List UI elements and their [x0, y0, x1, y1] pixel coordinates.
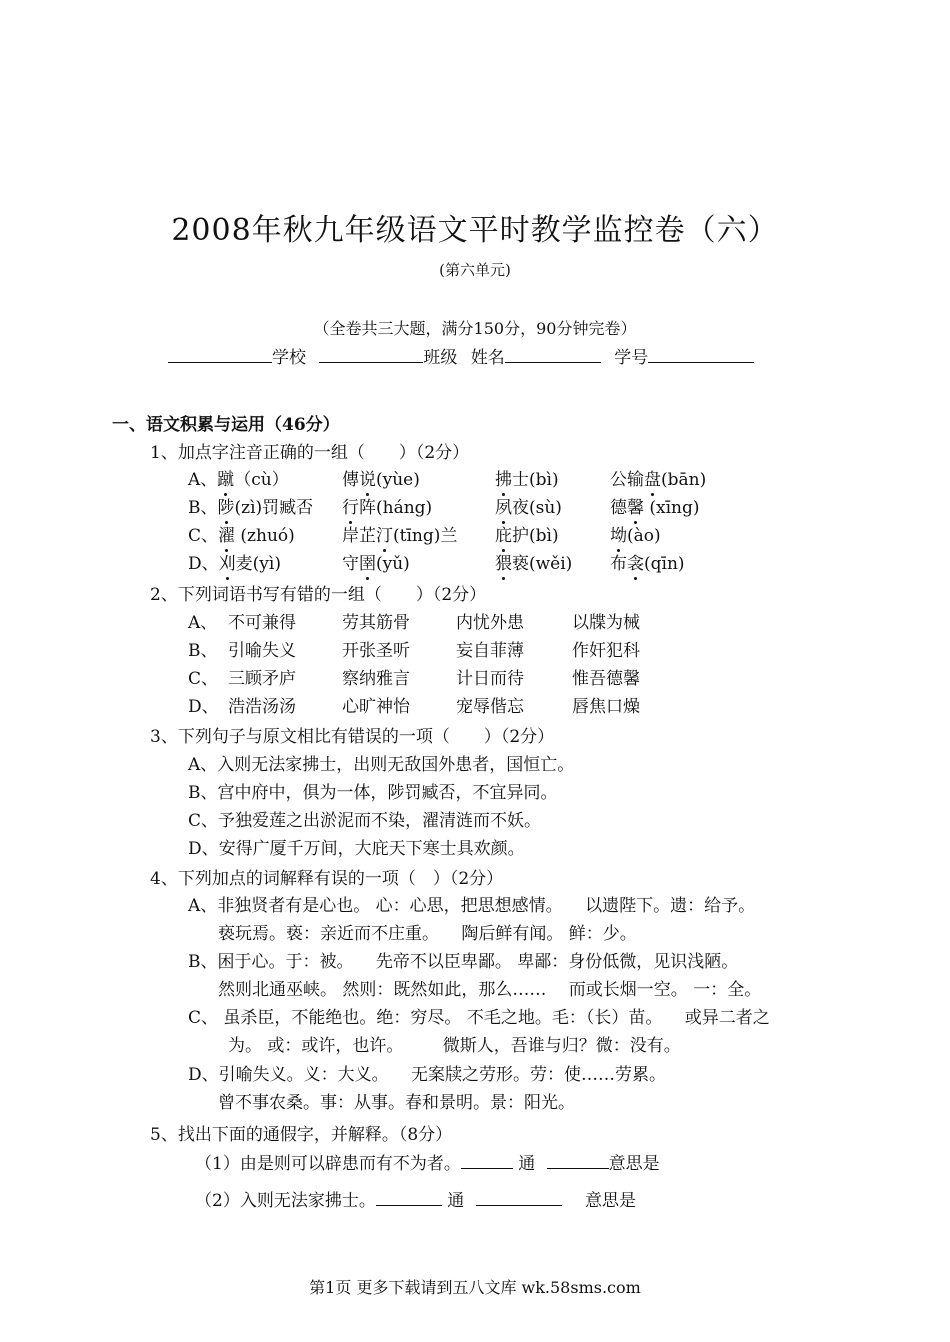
section-heading: 一、语文积累与运用（46分）	[112, 415, 340, 435]
class-label: 班级	[423, 348, 458, 368]
q3-option-c: C、予独爱莲之出淤泥而不染，濯清涟而不妖。	[188, 811, 542, 831]
question-1-stem: 1、加点字注音正确的一组（ ）（2分）	[150, 443, 470, 463]
q4-line-2: 亵玩焉。亵：亲近而不庄重。 陶后鲜有闻。 鲜：少。	[218, 924, 637, 944]
q5-item-2-meaning: 意思是	[585, 1191, 637, 1211]
q1-row-d-c2: 守圉(yǔ)	[342, 554, 410, 574]
q1-row-a-c4: 公输盘(bān)	[610, 470, 707, 490]
q4-line-3: B、困于心。于：被。 先帝不以臣卑鄙。 卑鄙：身份低微，见识浅陋。	[188, 952, 739, 972]
q4-line-5: C、 虽杀臣，不能绝也。绝：穷尽。 不毛之地。毛：（长）苗。 或异二者之	[188, 1008, 770, 1028]
q3-option-a: A、入则无法家拂士，出则无敌国外患者，国恒亡。	[188, 755, 575, 775]
q5-item-1-tong: 通	[518, 1154, 536, 1174]
question-5-stem: 5、找出下面的通假字，并解释。（8分）	[150, 1125, 453, 1145]
q5-item-1-tong-blank[interactable]	[547, 1153, 609, 1169]
q5-item-2-char-blank[interactable]	[376, 1190, 442, 1206]
page-title: 2008年秋九年级语文平时教学监控卷（六）	[171, 213, 779, 248]
school-label: 学校	[272, 348, 306, 368]
q5-item-2-text: （2）入则无法家拂士。	[195, 1191, 376, 1211]
q1-row-b-c4: 德馨 (xīng)	[610, 498, 700, 518]
q1-row-a-c2: 傳说(yùe)	[342, 470, 420, 490]
q5-item-2-tong: 通	[447, 1191, 465, 1211]
q5-item-1	[195, 1149, 660, 1174]
q5-item-1-meaning: 意思是	[608, 1154, 660, 1174]
q1-row-c-c2: 岸芷汀(tīng)兰	[342, 526, 458, 546]
q1-row-b-c3: 夙夜(sù)	[495, 498, 562, 518]
q4-line-1: A、非独贤者有是心也。 心：心思，把思想感情。 以遗陛下。遗：给予。	[188, 896, 756, 916]
unit-subtitle: (第六单元)	[439, 261, 511, 279]
q5-item-1-char-blank[interactable]	[461, 1153, 513, 1169]
q1-row-b-c1: B、陟(zì)罚臧否	[188, 498, 314, 518]
q4-line-7: D、引喻失义。义：大义。 无案牍之劳形。劳：使……劳累。	[188, 1065, 667, 1085]
q1-row-c-c4: 坳(ào)	[610, 526, 661, 546]
question-4-stem: 4、下列加点的词解释有误的一项（ ）（2分）	[150, 869, 504, 889]
question-3-stem: 3、下列句子与原文相比有错误的一项（ ）（2分）	[150, 727, 555, 747]
q5-item-2-tong-blank[interactable]	[476, 1190, 562, 1206]
name-blank[interactable]	[505, 347, 601, 363]
q3-option-b: B、宫中府中，俱为一体，陟罚臧否，不宜异同。	[188, 783, 558, 803]
class-blank[interactable]	[319, 347, 423, 363]
q1-row-d-c1: D、刈麦(yì)	[188, 554, 281, 574]
school-blank[interactable]	[168, 347, 272, 363]
student-info-line	[168, 343, 754, 368]
q4-line-8: 曾不事农桑。事：从事。春和景明。景：阳光。	[218, 1093, 575, 1113]
q1-row-a-c1: A、蹴（cù）	[188, 470, 289, 490]
q3-option-d: D、安得广厦千万间，大庇天下寒士具欢颜。	[188, 839, 525, 859]
question-2-stem: 2、下列词语书写有错的一组（ ）（2分）	[150, 585, 487, 605]
name-label: 姓名	[470, 348, 505, 368]
q1-row-d-c4: 布衾(qīn)	[610, 554, 685, 574]
q4-line-4: 然则北通巫峡。 然则：既然如此，那么…… 而或长烟一空。 一：全。	[218, 980, 762, 1000]
q1-row-a-c3: 拂士(bì)	[495, 470, 559, 490]
q1-row-b-c2: 行阵(háng)	[342, 498, 433, 518]
q1-row-c-c1: C、濯 (zhuó)	[188, 526, 295, 546]
q5-item-1-text: （1）由是则可以辟患而有不为者。	[195, 1154, 461, 1174]
number-label: 学号	[614, 348, 649, 368]
page-footer: 第1页 更多下载请到五八文库 wk.58sms.com	[309, 1278, 641, 1297]
q5-item-2	[195, 1186, 636, 1211]
number-blank[interactable]	[648, 347, 754, 363]
exam-note: （全卷共三大题，满分150分，90分钟完卷）	[313, 319, 637, 338]
q1-row-d-c3: 猥亵(wěi)	[495, 554, 573, 574]
q1-row-c-c3: 庇护(bì)	[495, 526, 559, 546]
q4-line-6: 为。 或：或许，也许。 微斯人，吾谁与归？微：没有。	[228, 1036, 681, 1056]
